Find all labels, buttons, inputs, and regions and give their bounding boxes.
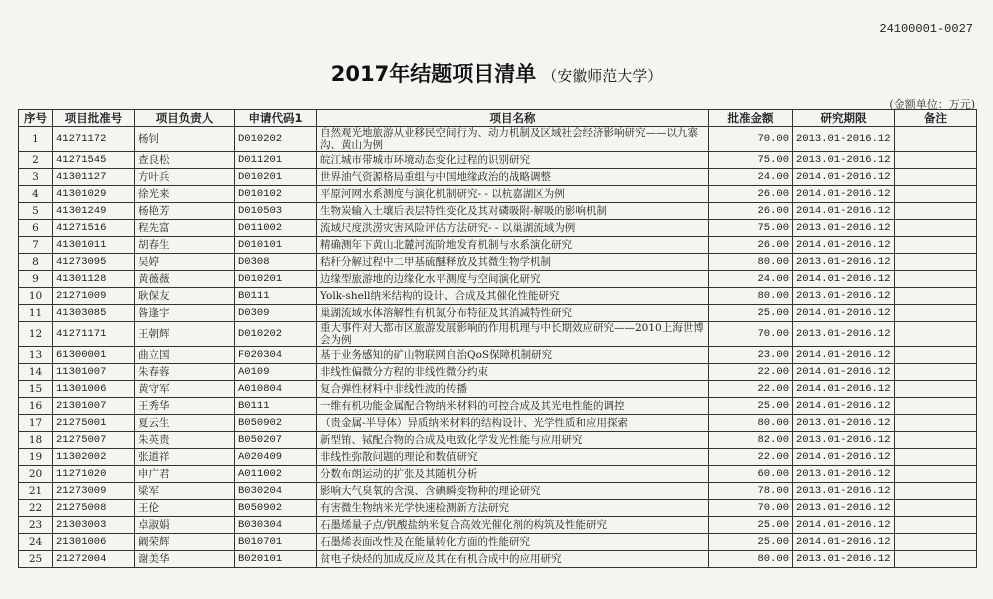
header-remarks: 备注 <box>895 110 977 127</box>
cell-project-name: 分数布朗运动的扩张及其随机分析 <box>317 466 709 483</box>
cell-remarks <box>895 398 977 415</box>
cell-remarks <box>895 186 977 203</box>
header-index: 序号 <box>19 110 53 127</box>
cell-period: 2014.01-2016.12 <box>793 271 895 288</box>
cell-amount: 26.00 <box>709 186 793 203</box>
cell-approval-number: 21272004 <box>53 551 135 568</box>
cell-principal: 杨钊 <box>135 127 235 152</box>
cell-application-code: B050207 <box>235 432 317 449</box>
cell-index: 18 <box>19 432 53 449</box>
table-row <box>19 254 977 271</box>
cell-project-name: 流域尺度洪涝灾害风险评估方法研究- - 以巢湖流域为例 <box>317 220 709 237</box>
cell-remarks <box>895 127 977 152</box>
cell-amount: 70.00 <box>709 127 793 152</box>
cell-project-name: 基于业务感知的矿山物联网自治QoS保障机制研究 <box>317 347 709 364</box>
cell-principal: 胡春生 <box>135 237 235 254</box>
cell-index: 21 <box>19 483 53 500</box>
cell-period: 2013.01-2016.12 <box>793 288 895 305</box>
table-row <box>19 534 977 551</box>
cell-principal: 卓淑娟 <box>135 517 235 534</box>
cell-project-name: 巢湖流域水体溶解性有机氮分布特征及其消减特性研究 <box>317 305 709 322</box>
table-row <box>19 398 977 415</box>
cell-remarks <box>895 364 977 381</box>
cell-remarks <box>895 305 977 322</box>
cell-approval-number: 21275008 <box>53 500 135 517</box>
table-row <box>19 500 977 517</box>
cell-approval-number: 41301029 <box>53 186 135 203</box>
table-row <box>19 152 977 169</box>
cell-principal: 谢美华 <box>135 551 235 568</box>
table-row <box>19 364 977 381</box>
cell-project-name: 影响大气臭氧的含溴、含碘瞬变物种的理论研究 <box>317 483 709 500</box>
cell-period: 2014.01-2016.12 <box>793 305 895 322</box>
cell-application-code: A020409 <box>235 449 317 466</box>
cell-index: 4 <box>19 186 53 203</box>
cell-approval-number: 41273095 <box>53 254 135 271</box>
cell-amount: 82.00 <box>709 432 793 449</box>
cell-amount: 70.00 <box>709 322 793 347</box>
cell-period: 2014.01-2016.12 <box>793 517 895 534</box>
cell-application-code: D0309 <box>235 305 317 322</box>
cell-principal: 申广君 <box>135 466 235 483</box>
cell-application-code: B010701 <box>235 534 317 551</box>
cell-project-name: 世界油气资源格局重组与中国地缘政治的战略调整 <box>317 169 709 186</box>
cell-principal: 朱春蓉 <box>135 364 235 381</box>
page-title-block <box>0 58 993 88</box>
header-application-code: 申请代码1 <box>235 110 317 127</box>
cell-remarks <box>895 449 977 466</box>
cell-index: 16 <box>19 398 53 415</box>
cell-project-name: 精确测年下黄山北麓河流阶地发育机制与水系演化研究 <box>317 237 709 254</box>
cell-project-name: 自然观光地旅游从业移民空间行为、动力机制及区域社会经济影响研究——以九寨沟、黄山为例 <box>317 127 709 152</box>
cell-project-name: 复合弹性材料中非线性波的传播 <box>317 381 709 398</box>
cell-principal: 张道祥 <box>135 449 235 466</box>
cell-amount: 25.00 <box>709 534 793 551</box>
cell-principal: 徐光来 <box>135 186 235 203</box>
cell-amount: 23.00 <box>709 347 793 364</box>
cell-index: 13 <box>19 347 53 364</box>
cell-period: 2014.01-2016.12 <box>793 347 895 364</box>
cell-index: 24 <box>19 534 53 551</box>
cell-index: 20 <box>19 466 53 483</box>
cell-approval-number: 21271009 <box>53 288 135 305</box>
cell-index: 9 <box>19 271 53 288</box>
table-row <box>19 220 977 237</box>
cell-period: 2013.01-2016.12 <box>793 322 895 347</box>
cell-index: 14 <box>19 364 53 381</box>
cell-principal: 方叶兵 <box>135 169 235 186</box>
cell-application-code: D010202 <box>235 322 317 347</box>
table-header-row <box>19 110 977 127</box>
cell-remarks <box>895 169 977 186</box>
cell-approval-number: 21301007 <box>53 398 135 415</box>
cell-approval-number: 41271171 <box>53 322 135 347</box>
cell-application-code: B050902 <box>235 500 317 517</box>
header-project-name: 项目名称 <box>317 110 709 127</box>
cell-remarks <box>895 432 977 449</box>
cell-approval-number: 41301128 <box>53 271 135 288</box>
cell-period: 2013.01-2016.12 <box>793 551 895 568</box>
cell-application-code: B030204 <box>235 483 317 500</box>
cell-project-name: 贫电子炔烃的加成反应及其在有机合成中的应用研究 <box>317 551 709 568</box>
cell-principal: 吴婷 <box>135 254 235 271</box>
cell-project-name: 非线性弥散问题的理论和数值研究 <box>317 449 709 466</box>
cell-index: 23 <box>19 517 53 534</box>
cell-period: 2014.01-2016.12 <box>793 186 895 203</box>
table-row <box>19 517 977 534</box>
cell-period: 2013.01-2016.12 <box>793 500 895 517</box>
cell-principal: 杨艳芳 <box>135 203 235 220</box>
cell-index: 17 <box>19 415 53 432</box>
cell-application-code: D010201 <box>235 271 317 288</box>
cell-project-name: 生物炭输入土壤后表层特性变化及其对磷吸附-解吸的影响机制 <box>317 203 709 220</box>
cell-principal: 曲立国 <box>135 347 235 364</box>
cell-index: 15 <box>19 381 53 398</box>
cell-project-name: 皖江城市带城市环境动态变化过程的识别研究 <box>317 152 709 169</box>
table-row <box>19 347 977 364</box>
cell-index: 12 <box>19 322 53 347</box>
cell-period: 2014.01-2016.12 <box>793 534 895 551</box>
cell-approval-number: 41271545 <box>53 152 135 169</box>
cell-amount: 75.00 <box>709 220 793 237</box>
cell-remarks <box>895 254 977 271</box>
cell-principal: 王秀华 <box>135 398 235 415</box>
table-row <box>19 551 977 568</box>
cell-approval-number: 41301127 <box>53 169 135 186</box>
cell-amount: 80.00 <box>709 415 793 432</box>
cell-principal: 查良松 <box>135 152 235 169</box>
cell-period: 2013.01-2016.12 <box>793 415 895 432</box>
header-approval-number: 项目批准号 <box>53 110 135 127</box>
table-row <box>19 381 977 398</box>
table-row <box>19 483 977 500</box>
cell-index: 5 <box>19 203 53 220</box>
cell-principal: 王伦 <box>135 500 235 517</box>
cell-remarks <box>895 483 977 500</box>
cell-principal: 阚荣辉 <box>135 534 235 551</box>
page-subtitle: （安徽师范大学） <box>542 67 663 85</box>
cell-index: 8 <box>19 254 53 271</box>
document-number: 24100001-0027 <box>879 22 973 36</box>
cell-index: 2 <box>19 152 53 169</box>
cell-index: 6 <box>19 220 53 237</box>
cell-application-code: A011002 <box>235 466 317 483</box>
cell-approval-number: 11301007 <box>53 364 135 381</box>
cell-approval-number: 21275001 <box>53 415 135 432</box>
cell-application-code: F020304 <box>235 347 317 364</box>
cell-amount: 25.00 <box>709 398 793 415</box>
cell-application-code: B030304 <box>235 517 317 534</box>
cell-period: 2014.01-2016.12 <box>793 169 895 186</box>
table-row <box>19 271 977 288</box>
cell-approval-number: 21273009 <box>53 483 135 500</box>
cell-index: 19 <box>19 449 53 466</box>
cell-period: 2014.01-2016.12 <box>793 398 895 415</box>
cell-approval-number: 21275007 <box>53 432 135 449</box>
cell-project-name: （贵金属-半导体）异质纳米材料的结构设计、光学性质和应用探索 <box>317 415 709 432</box>
cell-period: 2014.01-2016.12 <box>793 449 895 466</box>
table-row <box>19 127 977 152</box>
cell-period: 2013.01-2016.12 <box>793 220 895 237</box>
cell-remarks <box>895 381 977 398</box>
cell-principal: 黄守军 <box>135 381 235 398</box>
cell-amount: 24.00 <box>709 271 793 288</box>
cell-remarks <box>895 500 977 517</box>
cell-application-code: D010101 <box>235 237 317 254</box>
cell-approval-number: 41303085 <box>53 305 135 322</box>
cell-project-name: 新型铕、铽配合物的合成及电致化学发光性能与应用研究 <box>317 432 709 449</box>
cell-principal: 夏云生 <box>135 415 235 432</box>
cell-project-name: 秸秆分解过程中二甲基硫醚释放及其微生物学机制 <box>317 254 709 271</box>
cell-principal: 耿保友 <box>135 288 235 305</box>
cell-project-name: 石墨烯表面改性及在能量转化方面的性能研究 <box>317 534 709 551</box>
cell-principal: 程先富 <box>135 220 235 237</box>
cell-principal: 黄薇薇 <box>135 271 235 288</box>
table-row <box>19 449 977 466</box>
table-row <box>19 322 977 347</box>
table-row <box>19 466 977 483</box>
cell-remarks <box>895 203 977 220</box>
cell-amount: 25.00 <box>709 517 793 534</box>
cell-period: 2013.01-2016.12 <box>793 432 895 449</box>
cell-amount: 78.00 <box>709 483 793 500</box>
cell-remarks <box>895 322 977 347</box>
header-principal: 项目负责人 <box>135 110 235 127</box>
cell-approval-number: 41301011 <box>53 237 135 254</box>
cell-project-name: 石墨烯量子点/钒酸盐纳米复合高效光催化剂的构筑及性能研究 <box>317 517 709 534</box>
cell-period: 2013.01-2016.12 <box>793 254 895 271</box>
cell-period: 2013.01-2016.12 <box>793 127 895 152</box>
unit-note: (金额单位：万元) <box>889 98 975 111</box>
cell-index: 22 <box>19 500 53 517</box>
cell-period: 2014.01-2016.12 <box>793 381 895 398</box>
cell-approval-number: 61300001 <box>53 347 135 364</box>
cell-period: 2014.01-2016.12 <box>793 237 895 254</box>
cell-application-code: D010202 <box>235 127 317 152</box>
table-row <box>19 237 977 254</box>
cell-amount: 80.00 <box>709 551 793 568</box>
table-row <box>19 169 977 186</box>
cell-application-code: D0308 <box>235 254 317 271</box>
cell-index: 11 <box>19 305 53 322</box>
table-row <box>19 305 977 322</box>
cell-project-name: 平原河网水系测度与演化机制研究- - 以杭嘉湖区为例 <box>317 186 709 203</box>
cell-amount: 22.00 <box>709 381 793 398</box>
cell-application-code: B020101 <box>235 551 317 568</box>
page-title: 2017年结题项目清单 <box>330 62 537 86</box>
table-row <box>19 432 977 449</box>
cell-remarks <box>895 466 977 483</box>
cell-project-name: 边缘型旅游地的边缘化水平测度与空间演化研究 <box>317 271 709 288</box>
cell-application-code: D010503 <box>235 203 317 220</box>
cell-approval-number: 11302002 <box>53 449 135 466</box>
cell-period: 2013.01-2016.12 <box>793 152 895 169</box>
cell-approval-number: 11301006 <box>53 381 135 398</box>
cell-amount: 24.00 <box>709 169 793 186</box>
cell-amount: 75.00 <box>709 152 793 169</box>
cell-index: 3 <box>19 169 53 186</box>
cell-application-code: B0111 <box>235 398 317 415</box>
cell-period: 2014.01-2016.12 <box>793 203 895 220</box>
cell-principal: 朱英贵 <box>135 432 235 449</box>
cell-remarks <box>895 534 977 551</box>
table-body <box>19 127 977 568</box>
cell-remarks <box>895 237 977 254</box>
cell-remarks <box>895 415 977 432</box>
cell-remarks <box>895 220 977 237</box>
cell-approval-number: 21303003 <box>53 517 135 534</box>
cell-remarks <box>895 288 977 305</box>
cell-period: 2013.01-2016.12 <box>793 483 895 500</box>
cell-remarks <box>895 347 977 364</box>
cell-project-name: 重大事件对大都市区旅游发展影响的作用机理与中长期效应研究——2010上海世博会为例 <box>317 322 709 347</box>
cell-index: 25 <box>19 551 53 568</box>
cell-project-name: 非线性偏微分方程的非线性微分约束 <box>317 364 709 381</box>
header-amount: 批准金额 <box>709 110 793 127</box>
cell-application-code: A010804 <box>235 381 317 398</box>
cell-application-code: D010201 <box>235 169 317 186</box>
cell-amount: 22.00 <box>709 449 793 466</box>
cell-amount: 80.00 <box>709 288 793 305</box>
cell-index: 1 <box>19 127 53 152</box>
cell-remarks <box>895 517 977 534</box>
cell-amount: 60.00 <box>709 466 793 483</box>
cell-approval-number: 21301006 <box>53 534 135 551</box>
cell-approval-number: 41271516 <box>53 220 135 237</box>
cell-index: 10 <box>19 288 53 305</box>
cell-application-code: A0109 <box>235 364 317 381</box>
cell-remarks <box>895 551 977 568</box>
cell-amount: 22.00 <box>709 364 793 381</box>
cell-amount: 70.00 <box>709 500 793 517</box>
cell-approval-number: 11271020 <box>53 466 135 483</box>
cell-period: 2013.01-2016.12 <box>793 466 895 483</box>
cell-remarks <box>895 152 977 169</box>
project-table <box>18 109 977 568</box>
table-row <box>19 203 977 220</box>
cell-application-code: B050902 <box>235 415 317 432</box>
cell-application-code: D011201 <box>235 152 317 169</box>
cell-application-code: B0111 <box>235 288 317 305</box>
table-row <box>19 186 977 203</box>
table-row <box>19 415 977 432</box>
cell-project-name: 一维有机功能金属配合物纳米材料的可控合成及其光电性能的调控 <box>317 398 709 415</box>
cell-amount: 26.00 <box>709 203 793 220</box>
cell-index: 7 <box>19 237 53 254</box>
cell-application-code: D010102 <box>235 186 317 203</box>
cell-application-code: D011002 <box>235 220 317 237</box>
cell-principal: 昝逢宇 <box>135 305 235 322</box>
cell-remarks <box>895 271 977 288</box>
header-period: 研究期限 <box>793 110 895 127</box>
cell-amount: 80.00 <box>709 254 793 271</box>
table-row <box>19 288 977 305</box>
cell-principal: 梁军 <box>135 483 235 500</box>
cell-approval-number: 41301249 <box>53 203 135 220</box>
cell-project-name: 有害微生物纳米光学快速检测新方法研究 <box>317 500 709 517</box>
cell-approval-number: 41271172 <box>53 127 135 152</box>
cell-principal: 王朝辉 <box>135 322 235 347</box>
cell-period: 2014.01-2016.12 <box>793 364 895 381</box>
cell-amount: 26.00 <box>709 237 793 254</box>
cell-project-name: Yolk-shell纳米结构的设计、合成及其催化性能研究 <box>317 288 709 305</box>
cell-amount: 25.00 <box>709 305 793 322</box>
